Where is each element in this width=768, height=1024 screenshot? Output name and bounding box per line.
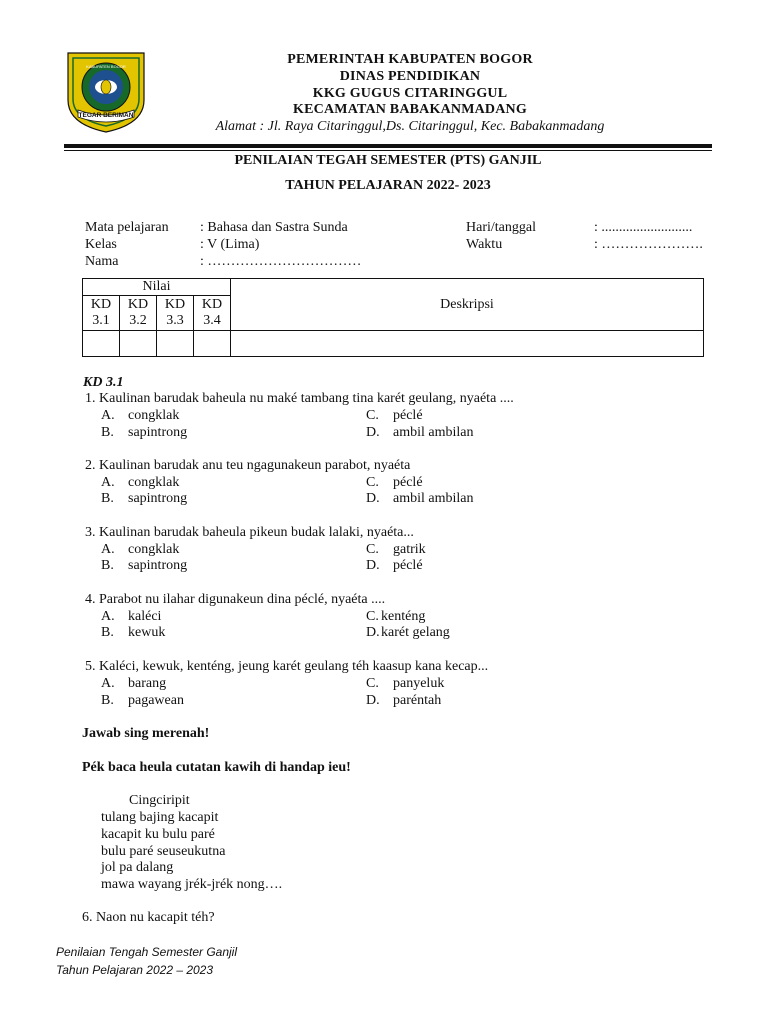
- option-b: sapintrong: [128, 558, 188, 573]
- option-d: ambil ambilan: [393, 425, 474, 440]
- hari-value: : ..........................: [594, 220, 693, 235]
- header-line-4: KECAMATAN BABAKANMADANG: [293, 102, 527, 117]
- header-line-3: KKG GUGUS CITARINGGUL: [312, 86, 508, 101]
- option-d-letter: D.: [366, 558, 380, 573]
- question-4: 4. Parabot nu ilahar digunakeun dina péclé, nyaéta ....: [85, 592, 386, 607]
- option-a-letter: A.: [101, 408, 115, 423]
- kd-column: KD 3.2: [120, 296, 157, 331]
- exam-title: PENILAIAN TEGAH SEMESTER (PTS) GANJIL: [234, 153, 542, 168]
- kd-column: KD 3.3: [157, 296, 194, 331]
- deskripsi-header: Deskripsi: [231, 279, 704, 331]
- question-6: 6. Naon nu kacapit téh?: [82, 910, 215, 925]
- option-b-letter: B.: [101, 625, 114, 640]
- deskripsi-cell[interactable]: [231, 331, 704, 357]
- option-b: pagawean: [128, 693, 184, 708]
- option-a-letter: A.: [101, 475, 115, 490]
- header-line-2: DINAS PENDIDIKAN: [339, 69, 481, 84]
- score-cell[interactable]: [83, 331, 120, 357]
- poem-line: kacapit ku bulu paré: [101, 827, 215, 842]
- option-d: ambil ambilan: [393, 491, 474, 506]
- header-address: Alamat : Jl. Raya Citaringgul,Ds. Citaringgul, Kec. Babakanmadang: [215, 119, 605, 134]
- score-table: [82, 278, 704, 357]
- mapel-value: : Bahasa dan Sastra Sunda: [200, 220, 348, 235]
- question-2: 2. Kaulinan barudak anu teu ngagunakeun parabot, nyaéta: [85, 458, 411, 473]
- poem-line: mawa wayang jrék-jrék nong….: [101, 877, 283, 892]
- kd-column: KD 3.4: [194, 296, 231, 331]
- option-d-letter: D.: [366, 491, 380, 506]
- option-b-letter: B.: [101, 425, 114, 440]
- nama-value: : ……………………………: [200, 254, 362, 269]
- option-c: kenténg: [381, 609, 426, 624]
- option-d: péclé: [393, 558, 423, 573]
- option-a: kaléci: [128, 609, 162, 624]
- poem-title: Cingciripit: [129, 793, 190, 808]
- poem-line: tulang bajing kacapit: [101, 810, 219, 825]
- option-b-letter: B.: [101, 693, 114, 708]
- question-3: 3. Kaulinan barudak baheula pikeun budak lalaki, nyaéta...: [85, 525, 414, 540]
- footer-line-2: Tahun Pelajaran 2022 – 2023: [56, 963, 214, 977]
- option-b-letter: B.: [101, 491, 114, 506]
- poem-line: bulu paré seuseukutna: [101, 844, 226, 859]
- option-c-letter: C.: [366, 609, 379, 624]
- score-cell[interactable]: [194, 331, 231, 357]
- option-d-letter: D.: [366, 693, 380, 708]
- kabupaten-bogor-logo: [64, 50, 148, 134]
- section-title: KD 3.1: [83, 375, 124, 390]
- mapel-label: Mata pelajaran: [85, 220, 169, 235]
- svg-text:TEGAR BERIMAN: TEGAR BERIMAN: [78, 112, 134, 119]
- instruction-answer: Jawab sing merenah!: [82, 726, 210, 741]
- header-rule-thin: [64, 150, 712, 151]
- option-a: congklak: [128, 475, 180, 490]
- option-c: péclé: [393, 408, 423, 423]
- footer-line-1: Penilaian Tengah Semester Ganjil: [56, 945, 238, 959]
- option-a-letter: A.: [101, 609, 115, 624]
- score-cell[interactable]: [157, 331, 194, 357]
- header-rule-thick: [64, 144, 712, 148]
- waktu-label: Waktu: [466, 237, 503, 252]
- waktu-value: : ………………….: [594, 237, 703, 252]
- svg-text:KABUPATEN BOGOR: KABUPATEN BOGOR: [86, 64, 126, 69]
- option-a: barang: [128, 676, 167, 691]
- exam-year: TAHUN PELAJARAN 2022- 2023: [285, 178, 491, 193]
- option-c-letter: C.: [366, 408, 379, 423]
- option-c-letter: C.: [366, 542, 379, 557]
- nama-label: Nama: [85, 254, 119, 269]
- option-c-letter: C.: [366, 475, 379, 490]
- option-d: karét gelang: [381, 625, 450, 640]
- question-5: 5. Kaléci, kewuk, kenténg, jeung karét geulang téh kaasup kana kecap...: [85, 659, 489, 674]
- option-c: panyeluk: [393, 676, 445, 691]
- kelas-value: : V (Lima): [200, 237, 260, 252]
- hari-label: Hari/tanggal: [466, 220, 536, 235]
- option-d-letter: D.: [366, 425, 380, 440]
- option-b-letter: B.: [101, 558, 114, 573]
- nilai-header: Nilai: [83, 279, 231, 296]
- option-d: paréntah: [393, 693, 442, 708]
- option-c: péclé: [393, 475, 423, 490]
- option-c-letter: C.: [366, 676, 379, 691]
- option-b: sapintrong: [128, 425, 188, 440]
- kelas-label: Kelas: [85, 237, 117, 252]
- score-cell[interactable]: [120, 331, 157, 357]
- kd-column: KD 3.1: [83, 296, 120, 331]
- question-1: 1. Kaulinan barudak baheula nu maké tambang tina karét geulang, nyaéta ....: [85, 391, 514, 406]
- instruction-read: Pék baca heula cutatan kawih di handap ieu!: [82, 760, 351, 775]
- option-b: kewuk: [128, 625, 166, 640]
- poem-line: jol pa dalang: [101, 860, 174, 875]
- header-line-1: PEMERINTAH KABUPATEN BOGOR: [287, 52, 533, 67]
- option-a-letter: A.: [101, 676, 115, 691]
- option-a: congklak: [128, 408, 180, 423]
- option-a-letter: A.: [101, 542, 115, 557]
- option-b: sapintrong: [128, 491, 188, 506]
- option-d-letter: D.: [366, 625, 380, 640]
- option-a: congklak: [128, 542, 180, 557]
- option-c: gatrik: [393, 542, 426, 557]
